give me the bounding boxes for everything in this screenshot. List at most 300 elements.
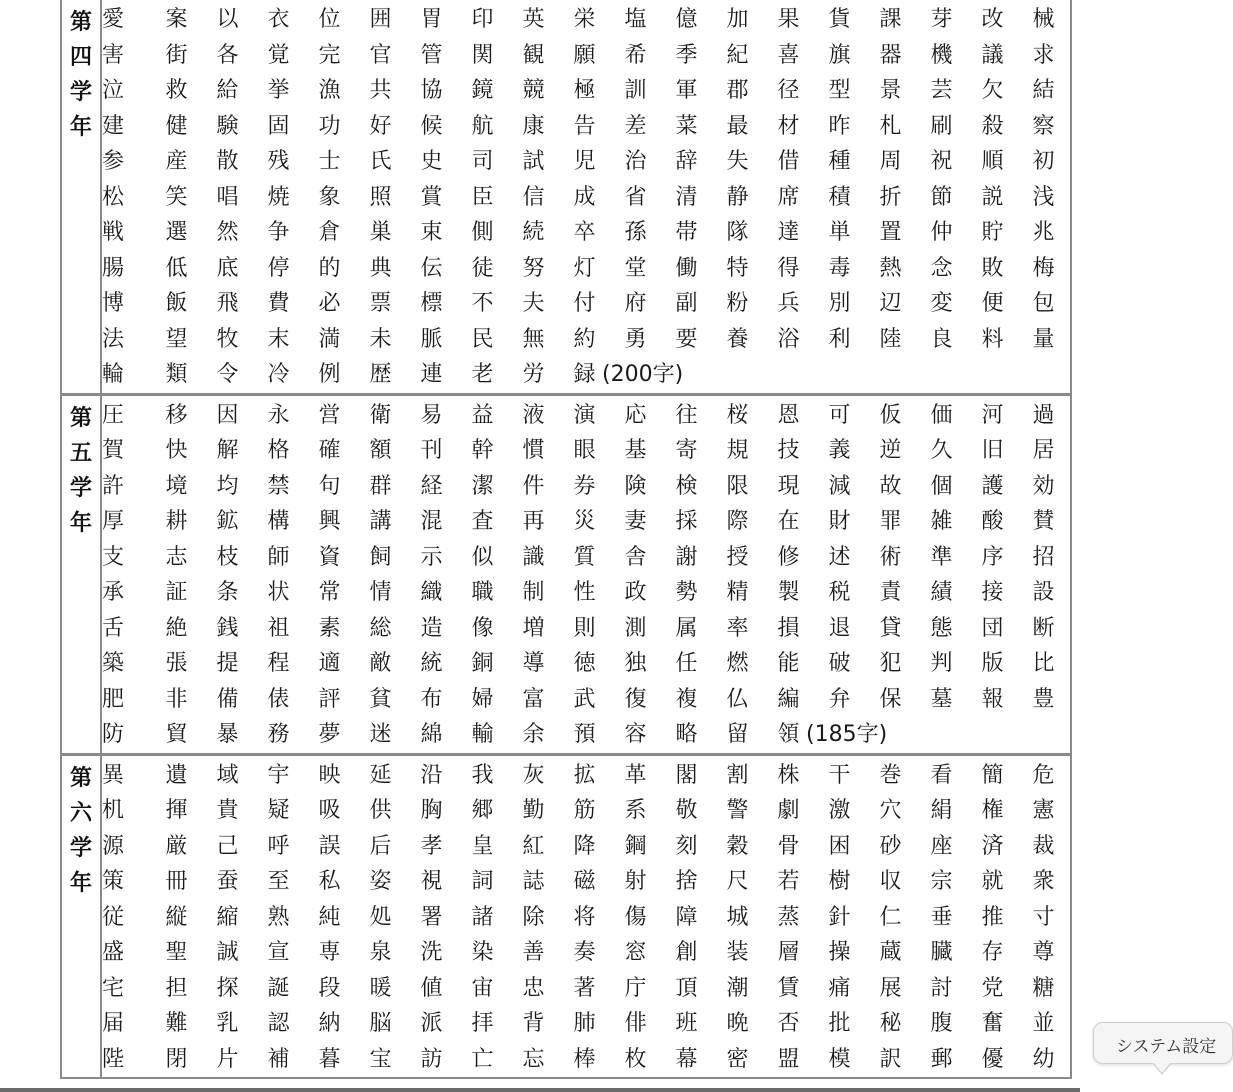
kanji-cell: 価 — [930, 402, 953, 428]
kanji-cell: 浴 — [777, 326, 800, 352]
kanji-cell: 折 — [879, 184, 902, 210]
kanji-cell: 健 — [165, 113, 188, 139]
kanji-cell: 賞 — [420, 184, 443, 210]
kanji-cell: 盟 — [777, 1046, 800, 1072]
kanji-cell: 針 — [828, 904, 851, 930]
kanji-cell: 護 — [981, 473, 1004, 499]
kanji-cell: 潮 — [726, 975, 749, 1001]
kanji-cell: 衣 — [267, 7, 290, 33]
kanji-cell: 装 — [726, 940, 749, 966]
kanji-cell: 述 — [828, 544, 851, 570]
kanji-cell: 捨 — [675, 869, 698, 895]
kanji-cell: 接 — [981, 580, 1004, 606]
kanji-cell: 綿 — [420, 722, 443, 748]
kanji-cell: 師 — [267, 544, 290, 570]
kanji-cell: 証 — [165, 580, 188, 606]
kanji-cell: 熱 — [879, 255, 902, 281]
kanji-cell: 似 — [471, 544, 494, 570]
kanji-cell: 賛 — [1032, 509, 1055, 535]
kanji-cell: 確 — [318, 438, 341, 464]
kanji-cell: 貧 — [369, 686, 392, 712]
kanji-cell: 永 — [267, 402, 290, 428]
kanji-cell: 策 — [102, 869, 125, 895]
kanji-cell: 争 — [267, 220, 290, 246]
kanji-cell: 貸 — [879, 615, 902, 641]
kanji-cell: 歴 — [369, 362, 392, 388]
kanji-cell: 久 — [930, 438, 953, 464]
kanji-cell: 株 — [777, 762, 800, 788]
kanji-cell: 基 — [624, 438, 647, 464]
kanji-cell: 断 — [1032, 615, 1055, 641]
grade-block — [62, 0, 1070, 396]
kanji-cell: 尺 — [726, 869, 749, 895]
kanji-cell: 静 — [726, 184, 749, 210]
kanji-cell: 建 — [102, 113, 125, 139]
grade-label — [62, 396, 102, 753]
grade-label-char: 第 — [69, 765, 92, 791]
kanji-cell: 団 — [981, 615, 1004, 641]
kanji-cell: 降 — [573, 833, 596, 859]
kanji-cell: 得 — [777, 255, 800, 281]
kanji-cell: 司 — [471, 149, 494, 175]
kanji-cell: 冊 — [165, 869, 188, 895]
kanji-cell: 現 — [777, 473, 800, 499]
kanji-cell: 議 — [981, 42, 1004, 68]
kanji-cell: 揮 — [165, 798, 188, 824]
kanji-cell: 性 — [573, 580, 596, 606]
kanji-cell: 鏡 — [471, 78, 494, 104]
kanji-cell: 囲 — [369, 7, 392, 33]
kanji-cell: 墓 — [930, 686, 953, 712]
kanji-cell: 志 — [165, 544, 188, 570]
kanji-cell: 連 — [420, 362, 443, 388]
kanji-cell: 非 — [165, 686, 188, 712]
kanji-cell: 塩 — [624, 7, 647, 33]
kanji-cell: 推 — [981, 904, 1004, 930]
kanji-cell: 棒 — [573, 1046, 596, 1072]
kanji-cell: 機 — [930, 42, 953, 68]
kanji-cell: 変 — [930, 291, 953, 317]
kanji-cell: 張 — [165, 651, 188, 677]
kanji-cell: 紅 — [522, 833, 545, 859]
kanji-cell: 担 — [165, 975, 188, 1001]
kanji-cell: 旗 — [828, 42, 851, 68]
kanji-cell: 易 — [420, 402, 443, 428]
kanji-cell: 片 — [216, 1046, 239, 1072]
kanji-cell: 筋 — [573, 798, 596, 824]
kanji-cell: 準 — [930, 544, 953, 570]
kanji-cell: 胸 — [420, 798, 443, 824]
kanji-cell: 吸 — [318, 798, 341, 824]
kanji-row — [102, 251, 1070, 287]
kanji-cell: 減 — [828, 473, 851, 499]
kanji-cell: 忠 — [522, 975, 545, 1001]
kanji-cell: 略 — [675, 722, 698, 748]
kanji-cell: 可 — [828, 402, 851, 428]
kanji-cell: 燃 — [726, 651, 749, 677]
kanji-cell: 件 — [522, 473, 545, 499]
kanji-cell: 領 — [777, 722, 800, 748]
kanji-cell: 割 — [726, 762, 749, 788]
kanji-cell: 失 — [726, 149, 749, 175]
kanji-cell: 帯 — [675, 220, 698, 246]
kanji-cell: 総 — [369, 615, 392, 641]
kanji-cell: 老 — [471, 362, 494, 388]
kanji-row — [102, 180, 1070, 216]
kanji-cell: 側 — [471, 220, 494, 246]
kanji-cell: 覚 — [267, 42, 290, 68]
kanji-cell: 宇 — [267, 762, 290, 788]
kanji-cell: 芸 — [930, 78, 953, 104]
kanji-cell: 億 — [675, 7, 698, 33]
kanji-cell: 閣 — [675, 762, 698, 788]
kanji-cell: 浅 — [1032, 184, 1055, 210]
kanji-cell: 班 — [675, 1011, 698, 1037]
kanji-cell: 勇 — [624, 326, 647, 352]
kanji-cell: 液 — [522, 402, 545, 428]
kanji-cell: 景 — [879, 78, 902, 104]
kanji-cell: 閉 — [165, 1046, 188, 1072]
kanji-cell: 雑 — [930, 509, 953, 535]
kanji-cell: 若 — [777, 869, 800, 895]
kanji-cell: 精 — [726, 580, 749, 606]
kanji-cell: 能 — [777, 651, 800, 677]
kanji-cell: 氏 — [369, 149, 392, 175]
kanji-cell: 判 — [930, 651, 953, 677]
kanji-cell: 警 — [726, 798, 749, 824]
kanji-cell: 副 — [675, 291, 698, 317]
kanji-cell: 賀 — [102, 438, 125, 464]
kanji-cell: 縮 — [216, 904, 239, 930]
kanji-cell: 善 — [522, 940, 545, 966]
kanji-cell: 晩 — [726, 1011, 749, 1037]
kanji-cell: 量 — [1032, 326, 1055, 352]
kanji-cell: 固 — [267, 113, 290, 139]
kanji-cell: 損 — [777, 615, 800, 641]
kanji-cell: 潔 — [471, 473, 494, 499]
kanji-cell: 敵 — [369, 651, 392, 677]
kanji-cell: 復 — [624, 686, 647, 712]
kanji-cell: 富 — [522, 686, 545, 712]
kanji-cell: 額 — [369, 438, 392, 464]
kanji-cell: 告 — [573, 113, 596, 139]
kanji-cell: 周 — [879, 149, 902, 175]
kanji-cell: 航 — [471, 113, 494, 139]
kanji-cell: 穀 — [726, 833, 749, 859]
kanji-cell: 続 — [522, 220, 545, 246]
kanji-cell: 宣 — [267, 940, 290, 966]
kanji-row — [102, 646, 1070, 682]
kanji-cell: 製 — [777, 580, 800, 606]
kanji-cell: 亡 — [471, 1046, 494, 1072]
kanji-cell: 犯 — [879, 651, 902, 677]
kanji-cell: 初 — [1032, 149, 1055, 175]
kanji-cell: 鋼 — [624, 833, 647, 859]
kanji-cell: 巻 — [879, 762, 902, 788]
kanji-grid — [102, 756, 1070, 1078]
kanji-row — [102, 433, 1070, 469]
kanji-cell: 念 — [930, 255, 953, 281]
kanji-cell: 済 — [981, 833, 1004, 859]
kanji-cell: 肺 — [573, 1011, 596, 1037]
kanji-cell: 散 — [216, 149, 239, 175]
kanji-cell: 縦 — [165, 904, 188, 930]
kanji-cell: 疑 — [267, 798, 290, 824]
kanji-cell: 孫 — [624, 220, 647, 246]
kanji-cell: 果 — [777, 7, 800, 33]
kanji-cell: 従 — [102, 904, 125, 930]
kanji-cell: 困 — [828, 833, 851, 859]
kanji-cell: 勤 — [522, 798, 545, 824]
kanji-cell: 句 — [318, 473, 341, 499]
kanji-cell: 皇 — [471, 833, 494, 859]
kanji-cell: 児 — [573, 149, 596, 175]
kanji-cell: 裁 — [1032, 833, 1055, 859]
kanji-cell: 管 — [420, 42, 443, 68]
kanji-cell: 模 — [828, 1046, 851, 1072]
kanji-cell: 供 — [369, 798, 392, 824]
kanji-row — [102, 109, 1070, 145]
kanji-cell: 康 — [522, 113, 545, 139]
kanji-cell: 慣 — [522, 438, 545, 464]
kanji-cell: 観 — [522, 42, 545, 68]
kanji-cell: 輸 — [471, 722, 494, 748]
kanji-cell: 延 — [369, 762, 392, 788]
kanji-cell: 欠 — [981, 78, 1004, 104]
kanji-cell: 夫 — [522, 291, 545, 317]
kanji-cell: 順 — [981, 149, 1004, 175]
kanji-cell: 官 — [369, 42, 392, 68]
kanji-cell: 肥 — [102, 686, 125, 712]
kanji-cell: 像 — [471, 615, 494, 641]
kanji-cell: 義 — [828, 438, 851, 464]
kanji-cell: 営 — [318, 402, 341, 428]
kanji-cell: 増 — [522, 615, 545, 641]
kanji-cell: 衆 — [1032, 869, 1055, 895]
kanji-cell: 危 — [1032, 762, 1055, 788]
kanji-row — [102, 357, 1070, 393]
kanji-cell: 討 — [930, 975, 953, 1001]
kanji-cell: 士 — [318, 149, 341, 175]
kanji-cell: 幼 — [1032, 1046, 1055, 1072]
kanji-cell: 残 — [267, 149, 290, 175]
kanji-cell: 創 — [675, 940, 698, 966]
kanji-cell: 効 — [1032, 473, 1055, 499]
kanji-cell: 粉 — [726, 291, 749, 317]
kanji-cell: 個 — [930, 473, 953, 499]
tooltip-arrow-inner — [1153, 1062, 1171, 1073]
kanji-cell: 程 — [267, 651, 290, 677]
kanji-cell: 妻 — [624, 509, 647, 535]
kanji-cell: 激 — [828, 798, 851, 824]
kanji-cell: 検 — [675, 473, 698, 499]
kanji-cell: 許 — [102, 473, 125, 499]
kanji-row — [102, 398, 1070, 434]
kanji-cell: 求 — [1032, 42, 1055, 68]
kanji-cell: 骨 — [777, 833, 800, 859]
kanji-cell: 寸 — [1032, 904, 1055, 930]
kanji-cell: 孝 — [420, 833, 443, 859]
kanji-cell: 印 — [471, 7, 494, 33]
kanji-cell: 不 — [471, 291, 494, 317]
kanji-cell: 諸 — [471, 904, 494, 930]
kanji-cell: 映 — [318, 762, 341, 788]
kanji-cell: 后 — [369, 833, 392, 859]
kanji-count-note: (185字) — [806, 722, 888, 748]
grade-label-char: 五 — [69, 440, 92, 466]
kanji-cell: 殺 — [981, 113, 1004, 139]
kanji-cell: 例 — [318, 362, 341, 388]
kanji-cell: 群 — [369, 473, 392, 499]
kanji-cell: 展 — [879, 975, 902, 1001]
kanji-cell: 型 — [828, 78, 851, 104]
kanji-cell: 法 — [102, 326, 125, 352]
kanji-cell: 券 — [573, 473, 596, 499]
kanji-cell: 昨 — [828, 113, 851, 139]
kanji-cell: 隊 — [726, 220, 749, 246]
kanji-cell: 衛 — [369, 402, 392, 428]
kanji-cell: 誤 — [318, 833, 341, 859]
grade-label-char: 第 — [69, 10, 92, 35]
kanji-row — [102, 1006, 1070, 1042]
kanji-cell: 格 — [267, 438, 290, 464]
kanji-cell: 倉 — [318, 220, 341, 246]
kanji-cell: 尊 — [1032, 940, 1055, 966]
kanji-cell: 束 — [420, 220, 443, 246]
kanji-cell: 納 — [318, 1011, 341, 1037]
kanji-cell: 庁 — [624, 975, 647, 1001]
kanji-cell: 権 — [981, 798, 1004, 824]
kanji-cell: 系 — [624, 798, 647, 824]
kanji-cell: 費 — [267, 291, 290, 317]
kanji-cell: 優 — [981, 1046, 1004, 1072]
kanji-cell: 英 — [522, 7, 545, 33]
kanji-cell: 堂 — [624, 255, 647, 281]
kanji-cell: 耕 — [165, 509, 188, 535]
kanji-row — [102, 322, 1070, 358]
kanji-cell: 署 — [420, 904, 443, 930]
kanji-cell: 干 — [828, 762, 851, 788]
kanji-row — [102, 935, 1070, 971]
kanji-cell: 情 — [369, 580, 392, 606]
grade-label-char: 学 — [69, 835, 92, 861]
kanji-cell: 制 — [522, 580, 545, 606]
kanji-cell: 以 — [216, 7, 239, 33]
kanji-cell: 陛 — [102, 1046, 125, 1072]
kanji-cell: 径 — [777, 78, 800, 104]
kanji-cell: 術 — [879, 544, 902, 570]
kanji-cell: 除 — [522, 904, 545, 930]
kanji-cell: 郵 — [930, 1046, 953, 1072]
kanji-cell: 貴 — [216, 798, 239, 824]
kanji-cell: 訳 — [879, 1046, 902, 1072]
kanji-cell: 承 — [102, 580, 125, 606]
kanji-cell: 協 — [420, 78, 443, 104]
kanji-cell: 枝 — [216, 544, 239, 570]
kanji-cell: 技 — [777, 438, 800, 464]
grade-label-char: 年 — [69, 870, 92, 896]
kanji-cell: 便 — [981, 291, 1004, 317]
kanji-cell: 構 — [267, 509, 290, 535]
kanji-cell: 績 — [930, 580, 953, 606]
kanji-cell: 脳 — [369, 1011, 392, 1037]
system-settings-tooltip — [1093, 1022, 1233, 1064]
kanji-cell: 節 — [930, 184, 953, 210]
kanji-cell: 加 — [726, 7, 749, 33]
kanji-cell: 積 — [828, 184, 851, 210]
kanji-cell: 財 — [828, 509, 851, 535]
kanji-cell: 禁 — [267, 473, 290, 499]
kanji-cell: 試 — [522, 149, 545, 175]
kanji-table — [60, 0, 1072, 1079]
kanji-cell: 仮 — [879, 402, 902, 428]
kanji-cell: 講 — [369, 509, 392, 535]
kanji-cell: 材 — [777, 113, 800, 139]
kanji-cell: 益 — [471, 402, 494, 428]
kanji-row — [102, 540, 1070, 576]
kanji-cell: 預 — [573, 722, 596, 748]
kanji-cell: 状 — [267, 580, 290, 606]
kanji-cell: 愛 — [102, 7, 125, 33]
kanji-cell: 説 — [981, 184, 1004, 210]
kanji-cell: 位 — [318, 7, 341, 33]
kanji-cell: 再 — [522, 509, 545, 535]
kanji-cell: 税 — [828, 580, 851, 606]
kanji-cell: 賃 — [777, 975, 800, 1001]
kanji-cell: 卒 — [573, 220, 596, 246]
kanji-row — [102, 504, 1070, 540]
kanji-cell: 器 — [879, 42, 902, 68]
kanji-cell: 焼 — [267, 184, 290, 210]
kanji-cell: 詞 — [471, 869, 494, 895]
kanji-cell: 借 — [777, 149, 800, 175]
kanji-cell: 敗 — [981, 255, 1004, 281]
grade-label-char: 年 — [69, 510, 92, 536]
kanji-cell: 案 — [165, 7, 188, 33]
kanji-row — [102, 575, 1070, 611]
kanji-cell: 望 — [165, 326, 188, 352]
kanji-cell: 信 — [522, 184, 545, 210]
kanji-cell: 仏 — [726, 686, 749, 712]
kanji-cell: 源 — [102, 833, 125, 859]
kanji-cell: 就 — [981, 869, 1004, 895]
kanji-cell: 刊 — [420, 438, 443, 464]
kanji-cell: 職 — [471, 580, 494, 606]
kanji-cell: 刻 — [675, 833, 698, 859]
kanji-cell: 混 — [420, 509, 443, 535]
kanji-cell: 辞 — [675, 149, 698, 175]
kanji-cell: 密 — [726, 1046, 749, 1072]
kanji-cell: 在 — [777, 509, 800, 535]
kanji-cell: 械 — [1032, 7, 1055, 33]
kanji-cell: 眼 — [573, 438, 596, 464]
kanji-cell: 令 — [216, 362, 239, 388]
kanji-cell: 完 — [318, 42, 341, 68]
kanji-cell: 災 — [573, 509, 596, 535]
kanji-cell: 笑 — [165, 184, 188, 210]
kanji-cell: 良 — [930, 326, 953, 352]
kanji-cell: 存 — [981, 940, 1004, 966]
kanji-cell: 勢 — [675, 580, 698, 606]
kanji-row — [102, 144, 1070, 180]
kanji-cell: 砂 — [879, 833, 902, 859]
kanji-cell: 洗 — [420, 940, 443, 966]
kanji-cell: 末 — [267, 326, 290, 352]
kanji-cell: 導 — [522, 651, 545, 677]
kanji-cell: 恩 — [777, 402, 800, 428]
kanji-row — [102, 864, 1070, 900]
kanji-cell: 難 — [165, 1011, 188, 1037]
